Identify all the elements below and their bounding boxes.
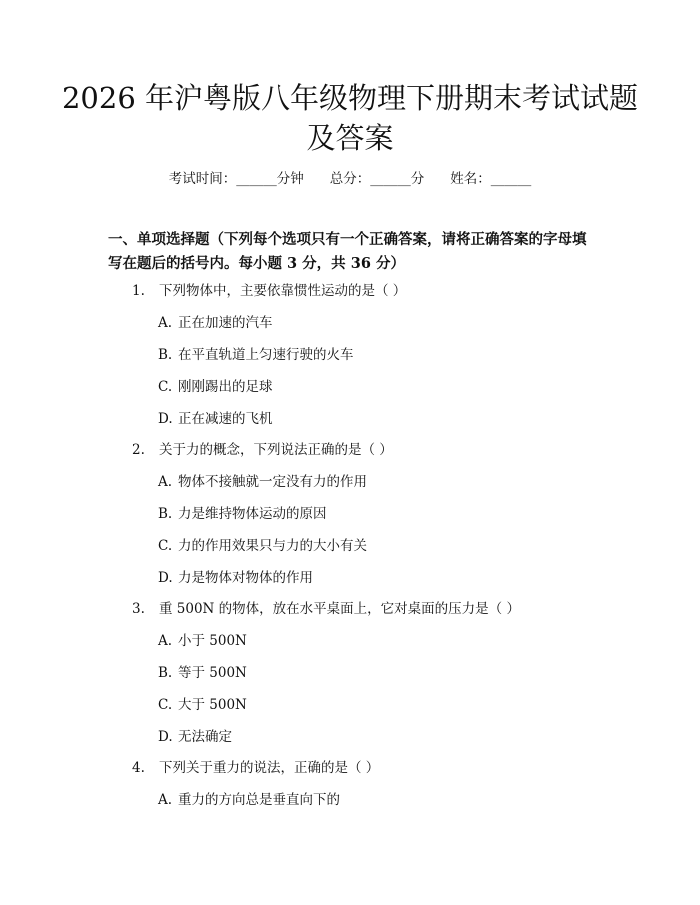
option-text: 大于 500N: [178, 697, 247, 713]
option-letter: B.: [158, 506, 173, 522]
question-1-option-d: [158, 410, 273, 428]
question-4: [132, 759, 379, 777]
question-number: 3.: [132, 601, 145, 617]
option-text: 正在加速的汽车: [178, 315, 273, 331]
option-text: 小于 500N: [178, 633, 247, 649]
option-text: 无法确定: [178, 729, 232, 745]
question-2-option-d: [158, 569, 313, 587]
question-2: [132, 441, 393, 459]
question-text: 下列关于重力的说法，正确的是（ ）: [159, 760, 380, 776]
question-3-option-a: [158, 632, 247, 650]
option-text: 正在减速的飞机: [178, 411, 273, 427]
question-1-option-a: [158, 314, 273, 332]
question-4-option-a: [158, 791, 340, 809]
option-text: 力是物体对物体的作用: [178, 570, 313, 586]
question-3-option-d: [158, 728, 232, 746]
question-2-option-a: [158, 473, 367, 491]
option-text: 刚刚踢出的足球: [178, 379, 273, 395]
option-letter: B.: [158, 665, 173, 681]
exam-time-field: 考试时间：______分钟: [168, 171, 304, 187]
option-letter: D.: [158, 411, 173, 427]
question-number: 2.: [132, 442, 145, 458]
question-2-option-c: [158, 537, 367, 555]
option-text: 重力的方向总是垂直向下的: [178, 792, 340, 808]
option-letter: D.: [158, 729, 173, 745]
option-letter: A.: [158, 792, 173, 808]
question-text: 重 500N 的物体，放在水平桌面上，它对桌面的压力是（ ）: [159, 601, 520, 617]
question-text: 关于力的概念，下列说法正确的是（ ）: [159, 442, 393, 458]
option-letter: A.: [158, 474, 173, 490]
question-1-option-c: [158, 378, 273, 396]
option-letter: B.: [158, 347, 173, 363]
question-text: 下列物体中，主要依靠惯性运动的是（ ）: [159, 283, 407, 299]
option-letter: C.: [158, 538, 173, 554]
question-3: [132, 600, 520, 618]
option-text: 等于 500N: [178, 665, 247, 681]
option-letter: D.: [158, 570, 173, 586]
option-letter: A.: [158, 315, 173, 331]
question-3-option-b: [158, 664, 247, 682]
section-heading: 一、单项选择题（下列每个选项只有一个正确答案，请将正确答案的字母填写在题后的括号内。每小题 3 分，共 36 分）: [108, 231, 587, 272]
question-number: 4.: [132, 760, 145, 776]
option-letter: C.: [158, 697, 173, 713]
question-1-option-b: [158, 346, 354, 364]
total-score-field: 总分：______分: [329, 171, 425, 187]
question-3-option-c: [158, 696, 247, 714]
option-letter: A.: [158, 633, 173, 649]
option-text: 力的作用效果只与力的大小有关: [178, 538, 367, 554]
student-name-field: 姓名：______: [450, 171, 532, 187]
option-text: 在平直轨道上匀速行驶的火车: [178, 347, 354, 363]
document-title: 2026 年沪粤版八年级物理下册期末考试试题及答案: [61, 81, 639, 155]
option-letter: C.: [158, 379, 173, 395]
question-1: [132, 282, 406, 300]
question-2-option-b: [158, 505, 327, 523]
question-number: 1.: [132, 283, 145, 299]
exam-info-line: [0, 170, 700, 188]
option-text: 力是维持物体运动的原因: [178, 506, 327, 522]
option-text: 物体不接触就一定没有力的作用: [178, 474, 367, 490]
